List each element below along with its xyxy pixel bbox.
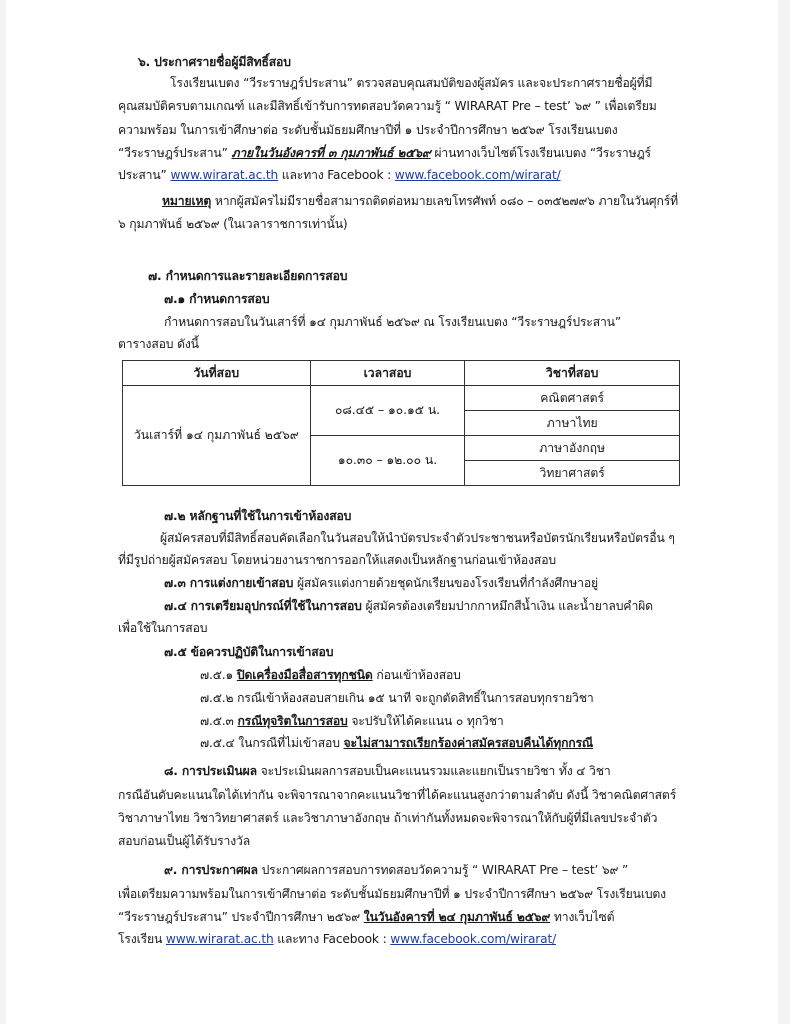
section-8 [164, 763, 611, 779]
section-7-1-heading: ๗.๑ กำหนดการสอบ [164, 292, 270, 306]
section-9 [164, 862, 628, 878]
table-header: เวลาสอบ [310, 361, 465, 386]
section-6-text: ความพร้อม ในการเข้าศึกษาต่อ ระดับชั้นมัธยมศึกษาปีที่ ๑ ประจำปีการศึกษา ๒๕๖๙ โรงเรียนเบตง [118, 123, 618, 137]
text-span: ๗.๕.๔ ในกรณีที่ไม่เข้าสอบ [200, 736, 344, 750]
rule-item [200, 713, 504, 729]
note-label: หมายเหตุ [162, 194, 212, 208]
text-span: ประกาศผลการสอบการทดสอบวัดความรู้ “ WIRARAT Pre – test’ ๖๙ ” [257, 863, 629, 877]
rule-item [200, 735, 593, 751]
section-7-heading: ๗. กำหนดการและรายละเอียดการสอบ [148, 269, 348, 283]
text-span: ผู้สมัครต้องเตรียมปากกาหมึกสีน้ำเงิน และน้ำยาลบคำผิด [361, 599, 653, 613]
facebook-link[interactable]: www.facebook.com/wirarat/ [390, 932, 557, 946]
section-7-4-heading: ๗.๔ การเตรียมอุปกรณ์ที่ใช้ในการสอบ [164, 599, 362, 613]
section-7-3-heading: ๗.๓ การแต่งกายเข้าสอบ [164, 576, 294, 590]
emphasis: จะไม่สามารถเรียกร้องค่าสมัครสอบคืนได้ทุกกรณี [343, 736, 594, 750]
exam-time-cell: ๑๐.๓๐ – ๑๒.๐๐ น. [310, 436, 465, 486]
section-6-text: โรงเรียนเบตง “วีระราษฎร์ประสาน” ตรวจสอบคุณสมบัติของผู้สมัคร และจะประกาศรายชื่อผู้ที่มี [170, 76, 653, 90]
text-span: ผู้สมัครแต่งกายด้วยชุดนักเรียนของโรงเรียนที่กำลังศึกษาอยู่ [293, 576, 598, 590]
text-span: ก่อนเข้าห้องสอบ [372, 668, 461, 682]
rule-item: ๗.๕.๒ กรณีเข้าห้องสอบสายเกิน ๑๕ นาที จะถูกตัดสิทธิ์ในการสอบทุกรายวิชา [200, 691, 594, 705]
exam-subject-cell: วิทยาศาสตร์ [465, 461, 680, 486]
result-date: ในวันอังคารที่ ๒๔ กุมภาพันธ์ ๒๕๖๙ [363, 910, 551, 924]
note-line [162, 193, 678, 209]
exam-date-cell: วันเสาร์ที่ ๑๔ กุมภาพันธ์ ๒๕๖๙ [123, 386, 311, 486]
section-8-text: วิชาภาษาไทย วิชาวิทยาศาสตร์ และวิชาภาษาอังกฤษ ถ้าเท่ากันทั้งหมดจะพิจารณาให้กับผู้ที่มีเลขประจำตัว [118, 811, 658, 825]
text-span: “วีระราษฎร์ประสาน” ประจำปีการศึกษา ๒๕๖๙ [118, 910, 364, 924]
text-span: “วีระราษฎร์ประสาน” [118, 146, 232, 160]
section-9-text: เพื่อเตรียมความพร้อมในการเข้าศึกษาต่อ ระดับชั้นมัธยมศึกษาปีที่ ๑ ประจำปีการศึกษา ๒๕๖๙ โรงเรียนเบตง [118, 887, 666, 901]
exam-subject-cell: คณิตศาสตร์ [465, 386, 680, 411]
table-header: วันที่สอบ [123, 361, 311, 386]
table-header: วิชาที่สอบ [465, 361, 680, 386]
rule-item [200, 667, 461, 683]
text-span: หากผู้สมัครไม่มีรายชื่อสามารถติดต่อหมายเลขโทรศัพท์ ๐๘๐ – ๐๓๕๒๗๙๖ ภายในวันศุกร์ที่ [211, 194, 678, 208]
text-span: โรงเรียน [118, 932, 166, 946]
table-header-row [123, 361, 680, 386]
section-8-heading: ๘. การประเมินผล [164, 764, 257, 778]
text-span: ผ่านทางเว็บไซต์โรงเรียนเบตง “วีระราษฎร์ [430, 146, 651, 160]
section-7-3 [164, 575, 598, 591]
section-7-2-text: ที่มีรูปถ่ายผู้สมัครสอบ โดยหน่วยงานราชการออกให้แสดงเป็นหลักฐานก่อนเข้าห้องสอบ [118, 553, 556, 567]
section-8-text: สอบก่อนเป็นผู้ได้รับรางวัล [118, 834, 251, 848]
section-7-1-text: กำหนดการสอบในวันเสาร์ที่ ๑๔ กุมภาพันธ์ ๒๕๖๙ ณ โรงเรียนเบตง “วีระราษฎร์ประสาน” [164, 315, 622, 329]
text-span: ทางเว็บไซต์ [550, 910, 615, 924]
website-link[interactable]: www.wirarat.ac.th [170, 168, 279, 182]
section-8-text: กรณีอันดับคะแนนใดได้เท่ากัน จะพิจารณาจากคะแนนวิชาที่ได้คะแนนสูงกว่าตามลำดับ ดังนี้ วิชาคณิตศาสตร์ [118, 788, 677, 802]
note-line: ๖ กุมภาพันธ์ ๒๕๖๙ (ในเวลาราชการเท่านั้น) [118, 217, 348, 231]
section-7-2-text: ผู้สมัครสอบที่มีสิทธิ์สอบคัดเลือกในวันสอบให้นำบัตรประจำตัวประชาชนหรือบัตรนักเรียนหรือบัตรอื่น ๆ [160, 531, 675, 545]
text-span: จะประเมินผลการสอบเป็นคะแนนรวมและแยกเป็นรายวิชา ทั้ง ๔ วิชา [256, 764, 611, 778]
text-span: ๗.๕.๑ [200, 668, 237, 682]
section-6-links [118, 167, 561, 183]
section-7-4 [164, 598, 653, 614]
section-9-heading: ๙. การประกาศผล [164, 863, 258, 877]
announce-date: ภายในวันอังคารที่ ๓ กุมภาพันธ์ ๒๕๖๙ [231, 146, 431, 160]
exam-time-cell: ๐๘.๔๕ – ๑๐.๑๕ น. [310, 386, 465, 436]
text-span: และทาง Facebook : [273, 932, 391, 946]
text-span: ประสาน” [118, 168, 171, 182]
exam-subject-cell: ภาษาไทย [465, 411, 680, 436]
section-6-text: คุณสมบัติครบตามเกณฑ์ และมีสิทธิ์เข้ารับการทดสอบวัดความรู้ “ WIRARAT Pre – test’ ๖๙ ” เพื่อเตรียม [118, 99, 657, 113]
section-9-links [118, 931, 556, 947]
section-7-4-text: เพื่อใช้ในการสอบ [118, 621, 208, 635]
section-7-5-heading: ๗.๕ ข้อควรปฏิบัติในการเข้าสอบ [164, 645, 334, 659]
text-span: ๗.๕.๓ [200, 714, 238, 728]
section-9-text [118, 909, 614, 925]
text-span: และทาง Facebook : [278, 168, 395, 182]
exam-schedule-table [122, 360, 680, 486]
section-6-heading: ๖. ประกาศรายชื่อผู้มีสิทธิ์สอบ [138, 55, 291, 69]
section-7-1-text: ตารางสอบ ดังนี้ [118, 337, 199, 351]
website-link[interactable]: www.wirarat.ac.th [165, 932, 274, 946]
facebook-link[interactable]: www.facebook.com/wirarat/ [394, 168, 561, 182]
emphasis: กรณีทุจริตในการสอบ [237, 714, 348, 728]
table-row [123, 386, 680, 411]
section-7-2-heading: ๗.๒ หลักฐานที่ใช้ในการเข้าห้องสอบ [164, 509, 352, 523]
exam-subject-cell: ภาษาอังกฤษ [465, 436, 680, 461]
text-span: จะปรับให้ได้คะแนน ๐ ทุกวิชา [347, 714, 504, 728]
section-6-text [118, 145, 651, 161]
emphasis: ปิดเครื่องมือสื่อสารทุกชนิด [236, 668, 373, 682]
